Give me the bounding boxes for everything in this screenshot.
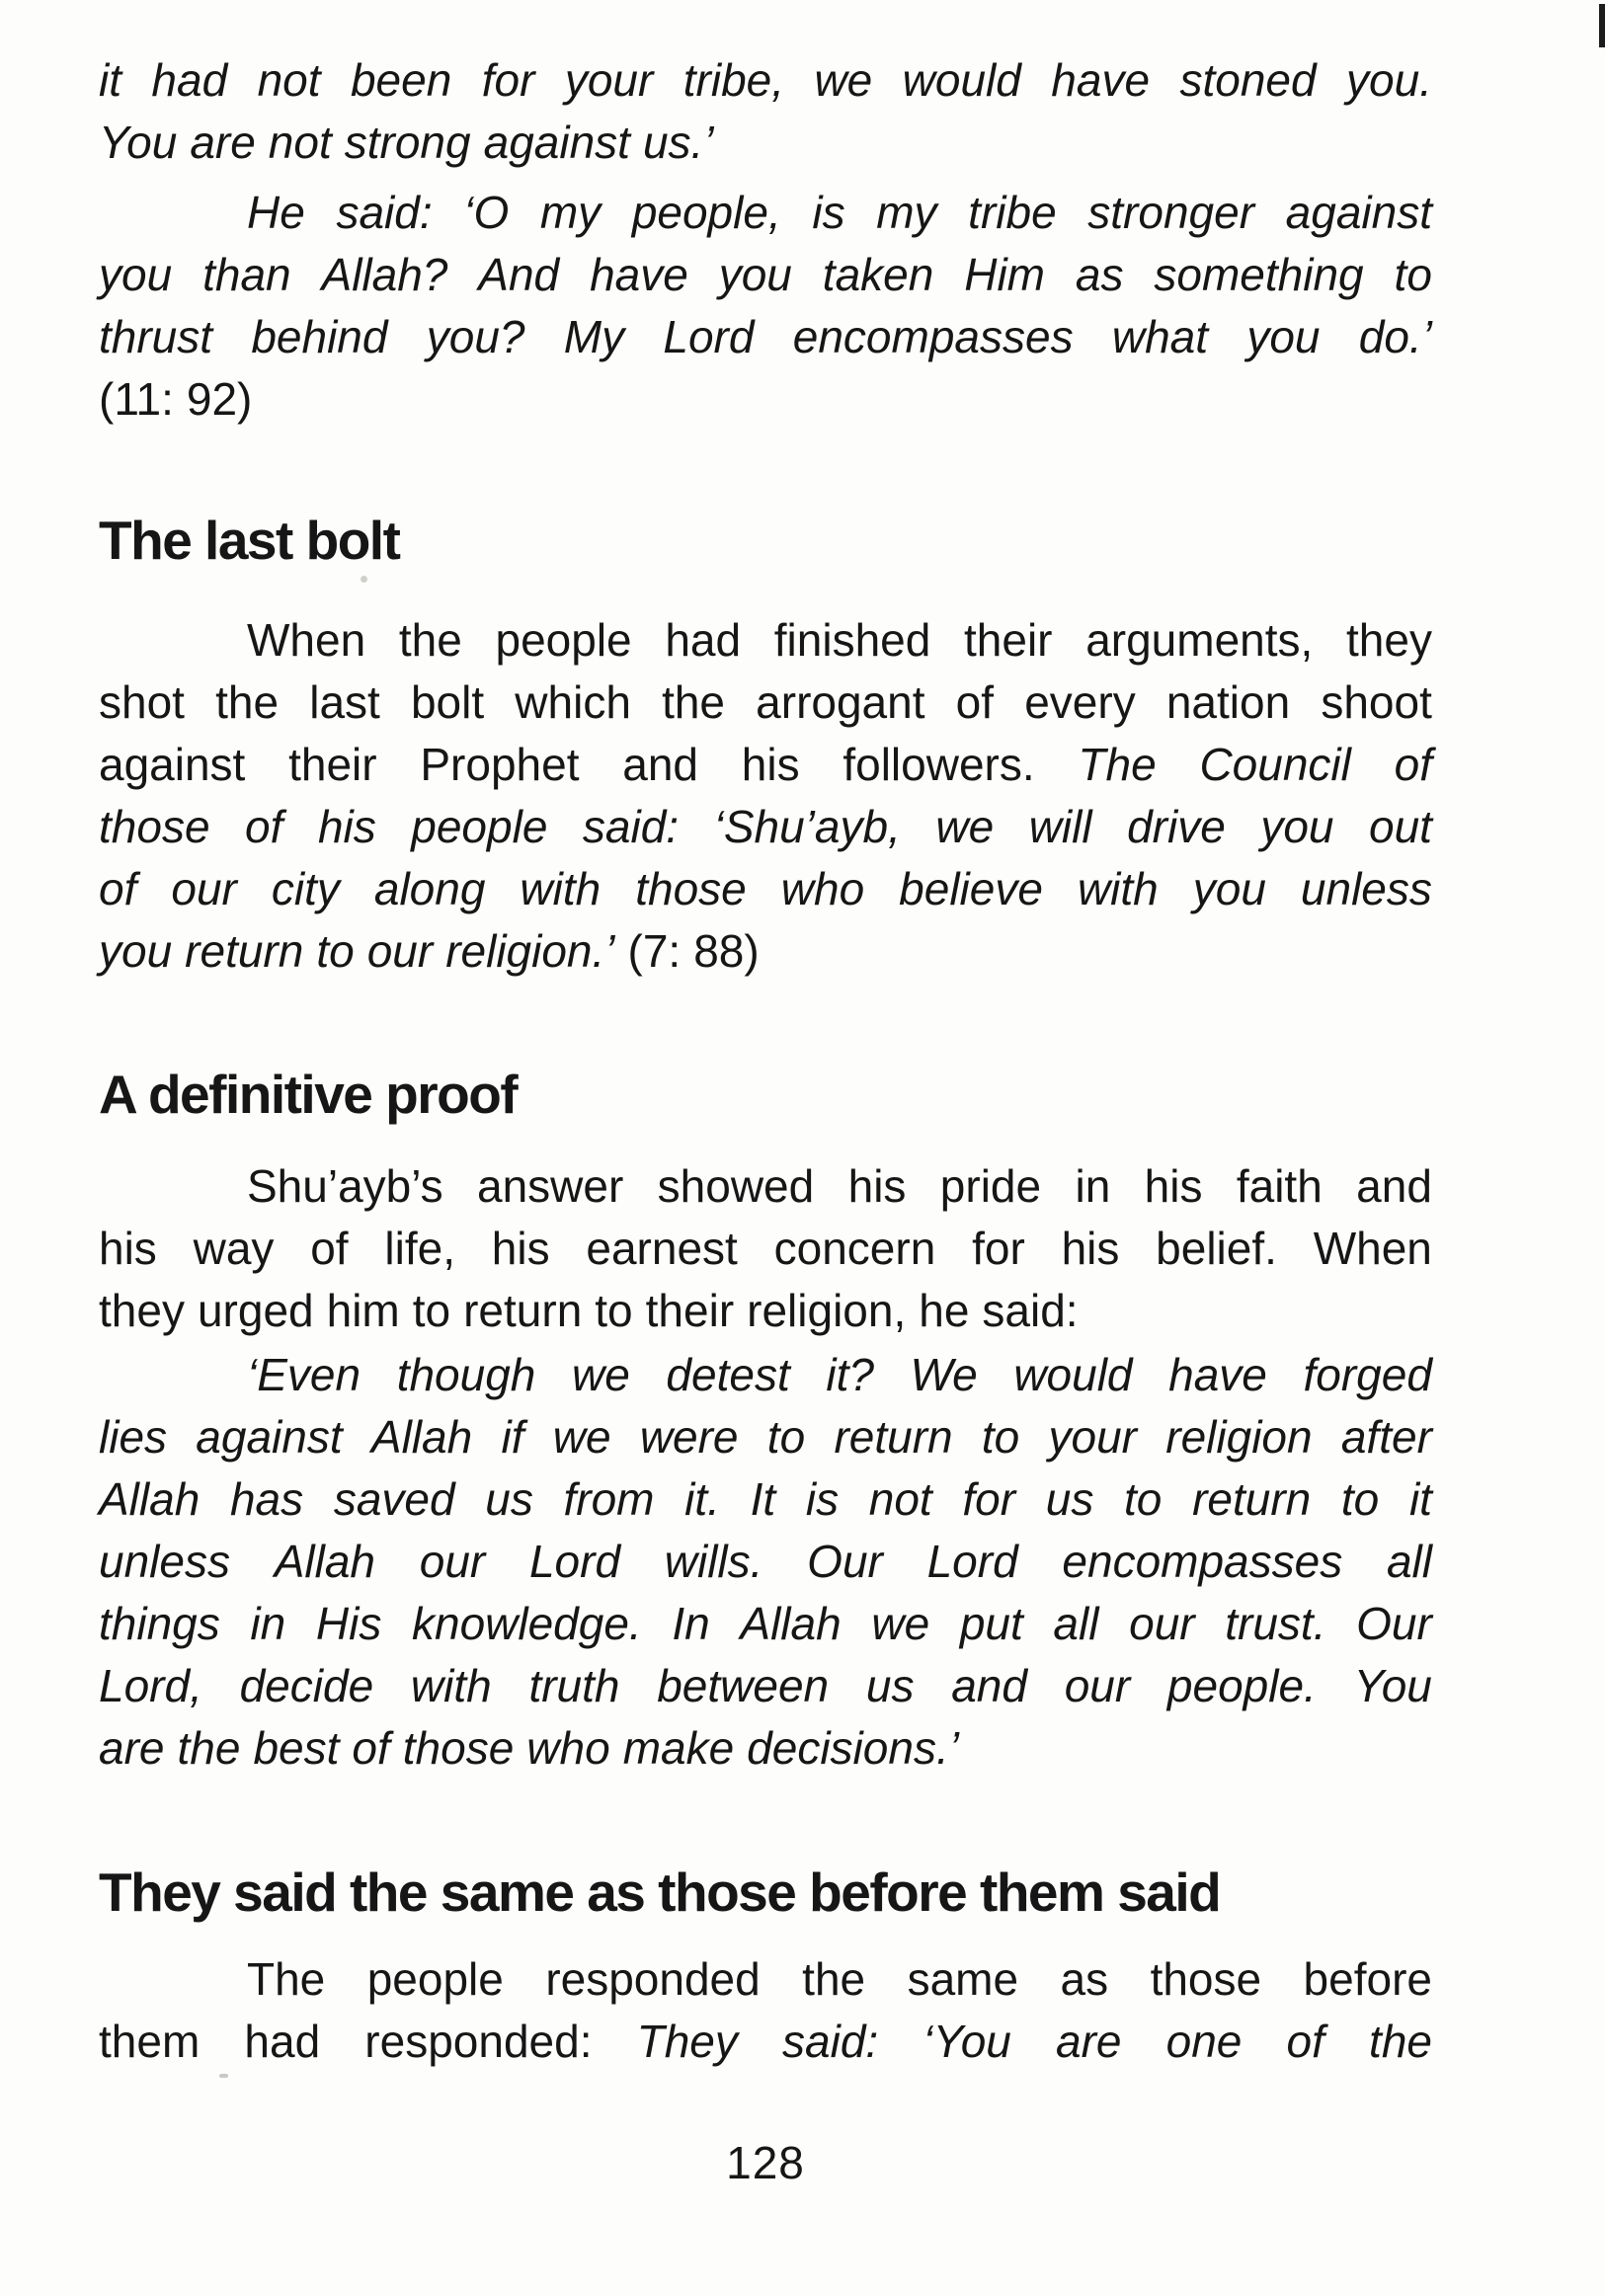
word: trust. — [1225, 1598, 1326, 1649]
text-line — [99, 1593, 1432, 1655]
word: his — [317, 801, 376, 852]
word: against — [1285, 187, 1432, 238]
word: you — [1246, 311, 1321, 362]
word: his — [99, 1223, 157, 1274]
text-line — [99, 1655, 1432, 1717]
word: showed — [657, 1160, 815, 1212]
word: You — [99, 117, 178, 168]
word: Our — [807, 1536, 883, 1587]
scan-artifact-corner-mark — [1599, 4, 1605, 47]
word: religion — [1165, 1411, 1313, 1463]
word: is — [805, 1473, 840, 1525]
word: ‘You — [923, 2016, 1011, 2067]
word: against — [483, 117, 630, 168]
word: his — [491, 1223, 550, 1274]
word: detest — [666, 1349, 790, 1400]
section-heading-definitive-proof: A definitive proof — [99, 1064, 518, 1125]
word: people — [495, 614, 632, 666]
word: return — [463, 1285, 583, 1336]
word: from — [563, 1473, 655, 1525]
word: with — [520, 863, 602, 914]
word: him — [326, 1285, 400, 1336]
text-line — [99, 1948, 1432, 2011]
word: of — [1394, 739, 1432, 790]
word: They — [636, 2016, 738, 2067]
word: arguments, — [1085, 614, 1314, 666]
word: those — [99, 801, 210, 852]
word: Lord — [663, 311, 755, 362]
text-line — [99, 49, 1432, 112]
word: responded — [545, 1953, 761, 2005]
word: make — [622, 1722, 735, 1774]
word: behind — [251, 311, 388, 362]
word: to — [595, 1285, 633, 1336]
word: will — [1028, 801, 1092, 852]
word: though — [396, 1349, 536, 1400]
text-line — [99, 1155, 1432, 1218]
text-column — [99, 49, 1432, 2194]
word: and — [622, 739, 698, 790]
word: pride — [939, 1160, 1042, 1212]
word: Lord — [926, 1536, 1018, 1587]
text-line — [99, 2011, 1432, 2073]
word: us — [1045, 1473, 1094, 1525]
word: of — [99, 863, 137, 914]
word: had — [244, 2016, 321, 2067]
word: if — [501, 1411, 524, 1463]
word: have — [590, 249, 688, 300]
word: we — [935, 801, 995, 852]
text-line — [99, 1280, 1432, 1342]
text-line — [99, 112, 1432, 174]
word: been — [350, 54, 452, 106]
word: to — [766, 1411, 806, 1463]
word: to — [316, 925, 355, 977]
word: in — [1075, 1160, 1111, 1212]
word: best — [253, 1722, 340, 1774]
word: concern — [773, 1223, 936, 1274]
word: all — [1386, 1536, 1432, 1587]
word: city — [271, 863, 340, 914]
word: were — [639, 1411, 739, 1463]
word: stoned — [1179, 54, 1317, 106]
word: said: — [582, 801, 680, 852]
word: tribe, — [682, 54, 785, 106]
word: of — [245, 801, 283, 852]
word: When — [247, 614, 366, 666]
word: their — [288, 739, 377, 790]
paragraph-quote-tribe — [99, 49, 1432, 174]
word: responded: — [364, 2016, 593, 2067]
word: wills. — [664, 1536, 763, 1587]
word: We — [910, 1349, 978, 1400]
word: as — [1075, 249, 1124, 300]
text-line — [99, 796, 1432, 858]
word: ‘Shu’ayb, — [713, 801, 901, 852]
word: us — [485, 1473, 533, 1525]
word: in — [250, 1598, 286, 1649]
paragraph-quote-even-though — [99, 1344, 1432, 1780]
word: those — [1150, 1953, 1262, 2005]
word: those — [635, 863, 747, 914]
word: said: — [782, 2016, 879, 2067]
word: who — [780, 863, 865, 914]
word: decisions.’ — [747, 1722, 959, 1774]
word: people — [411, 801, 548, 852]
text-line — [99, 1468, 1432, 1531]
word: The — [247, 1953, 326, 2005]
section-heading-last-bolt: The last bolt — [99, 510, 400, 571]
text-line — [99, 920, 1432, 983]
text-line — [99, 672, 1432, 734]
word: people, — [631, 187, 781, 238]
word: are — [190, 117, 256, 168]
word: us.’ — [642, 117, 714, 168]
word: When — [1313, 1223, 1432, 1274]
word: Allah — [370, 1411, 473, 1463]
word: to — [1340, 1473, 1380, 1525]
word: knowledge. — [411, 1598, 642, 1649]
word: you? — [426, 311, 525, 362]
word: you — [99, 925, 173, 977]
text-line — [99, 182, 1432, 244]
word: for — [972, 1223, 1025, 1274]
paragraph-quote-he-said — [99, 182, 1432, 431]
word: have — [1168, 1349, 1267, 1400]
word: (11: — [99, 373, 174, 425]
word: against — [196, 1411, 343, 1463]
word: for — [481, 54, 535, 106]
word: strong — [344, 117, 471, 168]
word: earnest — [586, 1223, 738, 1274]
text-line — [99, 1531, 1432, 1593]
word: do.’ — [1358, 311, 1432, 362]
word: all — [1053, 1598, 1099, 1649]
word: people — [366, 1953, 504, 2005]
word: encompasses — [792, 311, 1074, 362]
word: their — [964, 614, 1053, 666]
word: religion.’ — [445, 925, 615, 977]
word: taken — [822, 249, 934, 300]
word: You — [1353, 1660, 1432, 1711]
word: it? — [826, 1349, 874, 1400]
word: we — [871, 1598, 930, 1649]
word: to — [981, 1411, 1020, 1463]
word: followers. — [843, 739, 1035, 790]
word: Prophet — [420, 739, 580, 790]
word: His — [315, 1598, 382, 1649]
word: people. — [1166, 1660, 1317, 1711]
word: not — [268, 117, 332, 168]
word: to — [412, 1285, 451, 1336]
word: one — [1165, 2016, 1243, 2067]
word: he — [919, 1285, 970, 1336]
word: truth — [528, 1660, 620, 1711]
word: same — [907, 1953, 1019, 2005]
paragraph-last-bolt — [99, 609, 1432, 983]
word: said: — [336, 187, 433, 238]
word: my — [539, 187, 602, 238]
word: out — [1369, 801, 1432, 852]
word: drive — [1127, 801, 1226, 852]
word: his — [1061, 1223, 1120, 1274]
word: finished — [773, 614, 931, 666]
word: are — [99, 1722, 165, 1774]
word: said: — [982, 1285, 1079, 1336]
word: our — [366, 925, 434, 977]
word: things — [99, 1598, 220, 1649]
text-line — [99, 734, 1432, 796]
word: his — [847, 1160, 907, 1212]
word: has — [229, 1473, 304, 1525]
word: stronger — [1087, 187, 1255, 238]
word: arrogant — [756, 676, 925, 728]
word: the — [662, 676, 726, 728]
word: Lord, — [99, 1660, 202, 1711]
word: return — [1192, 1473, 1312, 1525]
word: it. — [684, 1473, 720, 1525]
word: our — [1064, 1660, 1131, 1711]
word: you. — [1346, 54, 1432, 106]
word: are — [1056, 2016, 1122, 2067]
paragraph-they-said — [99, 1948, 1432, 2073]
word: faith — [1236, 1160, 1323, 1212]
word: had — [151, 54, 228, 106]
word: you — [99, 249, 173, 300]
word: it — [1408, 1473, 1432, 1525]
word: them — [99, 2016, 201, 2067]
word: those — [402, 1722, 515, 1774]
word: believe — [899, 863, 1043, 914]
page-number: 128 — [726, 2137, 805, 2188]
word: urged — [197, 1285, 314, 1336]
word: my — [876, 187, 937, 238]
text-line — [99, 306, 1432, 368]
word: encompasses — [1062, 1536, 1343, 1587]
word: unless — [1300, 863, 1432, 914]
word: us — [865, 1660, 915, 1711]
word: decide — [239, 1660, 374, 1711]
word: your — [564, 54, 654, 106]
word: our — [1129, 1598, 1195, 1649]
word: forged — [1303, 1349, 1432, 1400]
word: belief. — [1156, 1223, 1277, 1274]
text-line — [99, 1717, 1432, 1780]
word: the — [177, 1722, 241, 1774]
word: our — [171, 863, 237, 914]
word: along — [373, 863, 486, 914]
paragraph-definitive-proof — [99, 1155, 1432, 1342]
word: And — [478, 249, 560, 300]
word: we — [552, 1411, 611, 1463]
word: what — [1111, 311, 1209, 362]
word: they — [99, 1285, 185, 1336]
word: Allah? — [321, 249, 448, 300]
word: put — [959, 1598, 1023, 1649]
word: Allah — [740, 1598, 842, 1649]
word: It — [750, 1473, 776, 1525]
text-line — [99, 1344, 1432, 1406]
word: ‘Even — [247, 1349, 361, 1400]
word: My — [563, 311, 625, 362]
word: between — [657, 1660, 830, 1711]
word: would — [1013, 1349, 1133, 1400]
word: answer — [477, 1160, 624, 1212]
word: saved — [333, 1473, 455, 1525]
word: for — [962, 1473, 1016, 1525]
word: way — [193, 1223, 275, 1274]
word: they — [1346, 614, 1432, 666]
word: his — [741, 739, 800, 790]
word: of — [352, 1722, 390, 1774]
text-line — [99, 858, 1432, 920]
section-heading-they-said: They said the same as those before them said — [99, 1861, 1221, 1923]
word: who — [526, 1722, 610, 1774]
word: of — [1286, 2016, 1324, 2067]
word: Him — [964, 249, 1045, 300]
word: would — [902, 54, 1021, 106]
word: it — [99, 54, 121, 106]
word: 88) — [693, 925, 760, 977]
word: our — [419, 1536, 486, 1587]
word: with — [1077, 863, 1159, 914]
word: is — [812, 187, 845, 238]
word: of — [310, 1223, 349, 1274]
word: not — [868, 1473, 932, 1525]
word: tribe — [968, 187, 1057, 238]
word: and — [951, 1660, 1027, 1711]
word: of — [955, 676, 995, 728]
word: as — [1060, 1953, 1109, 2005]
text-line — [99, 368, 1432, 431]
word: the — [1369, 2016, 1432, 2067]
word: Council — [1199, 739, 1351, 790]
text-line — [99, 244, 1432, 306]
word: than — [202, 249, 291, 300]
word: Allah — [99, 1473, 201, 1525]
word: The — [1078, 739, 1157, 790]
word: shoot — [1321, 676, 1432, 728]
word: the — [398, 614, 462, 666]
word: not — [257, 54, 321, 106]
word: we — [814, 54, 873, 106]
word: lies — [99, 1411, 168, 1463]
word: bolt — [410, 676, 485, 728]
word: have — [1051, 54, 1151, 106]
word: In — [672, 1598, 710, 1649]
word: Allah — [274, 1536, 375, 1587]
word: to — [1394, 249, 1432, 300]
word: you — [1192, 863, 1266, 914]
word: which — [515, 676, 631, 728]
word: (7: — [627, 925, 682, 977]
word: return — [185, 925, 304, 977]
word: thrust — [99, 311, 213, 362]
word: you — [1260, 801, 1334, 852]
word: return — [834, 1411, 953, 1463]
word: life, — [384, 1223, 455, 1274]
word: and — [1356, 1160, 1432, 1212]
word: last — [309, 676, 380, 728]
word: after — [1340, 1411, 1432, 1463]
word: something — [1154, 249, 1364, 300]
word: Shu’ayb’s — [247, 1160, 443, 1212]
word: their — [645, 1285, 735, 1336]
word: religion, — [747, 1285, 907, 1336]
word: 92) — [186, 373, 253, 425]
word: Lord — [528, 1536, 621, 1587]
word: He — [247, 187, 305, 238]
text-line — [99, 1218, 1432, 1280]
word: nation — [1165, 676, 1291, 728]
text-line — [99, 609, 1432, 672]
word: had — [665, 614, 742, 666]
word: Our — [1356, 1598, 1432, 1649]
word: your — [1048, 1411, 1137, 1463]
word: with — [410, 1660, 492, 1711]
word: ‘O — [463, 187, 510, 238]
word: every — [1024, 676, 1136, 728]
word: you — [718, 249, 792, 300]
text-line — [99, 1406, 1432, 1468]
word: the — [802, 1953, 866, 2005]
word: shot — [99, 676, 185, 728]
word: his — [1144, 1160, 1203, 1212]
word: before — [1303, 1953, 1432, 2005]
word: we — [572, 1349, 630, 1400]
word: against — [99, 739, 246, 790]
word: unless — [99, 1536, 230, 1587]
word: to — [1124, 1473, 1163, 1525]
word: the — [215, 676, 280, 728]
